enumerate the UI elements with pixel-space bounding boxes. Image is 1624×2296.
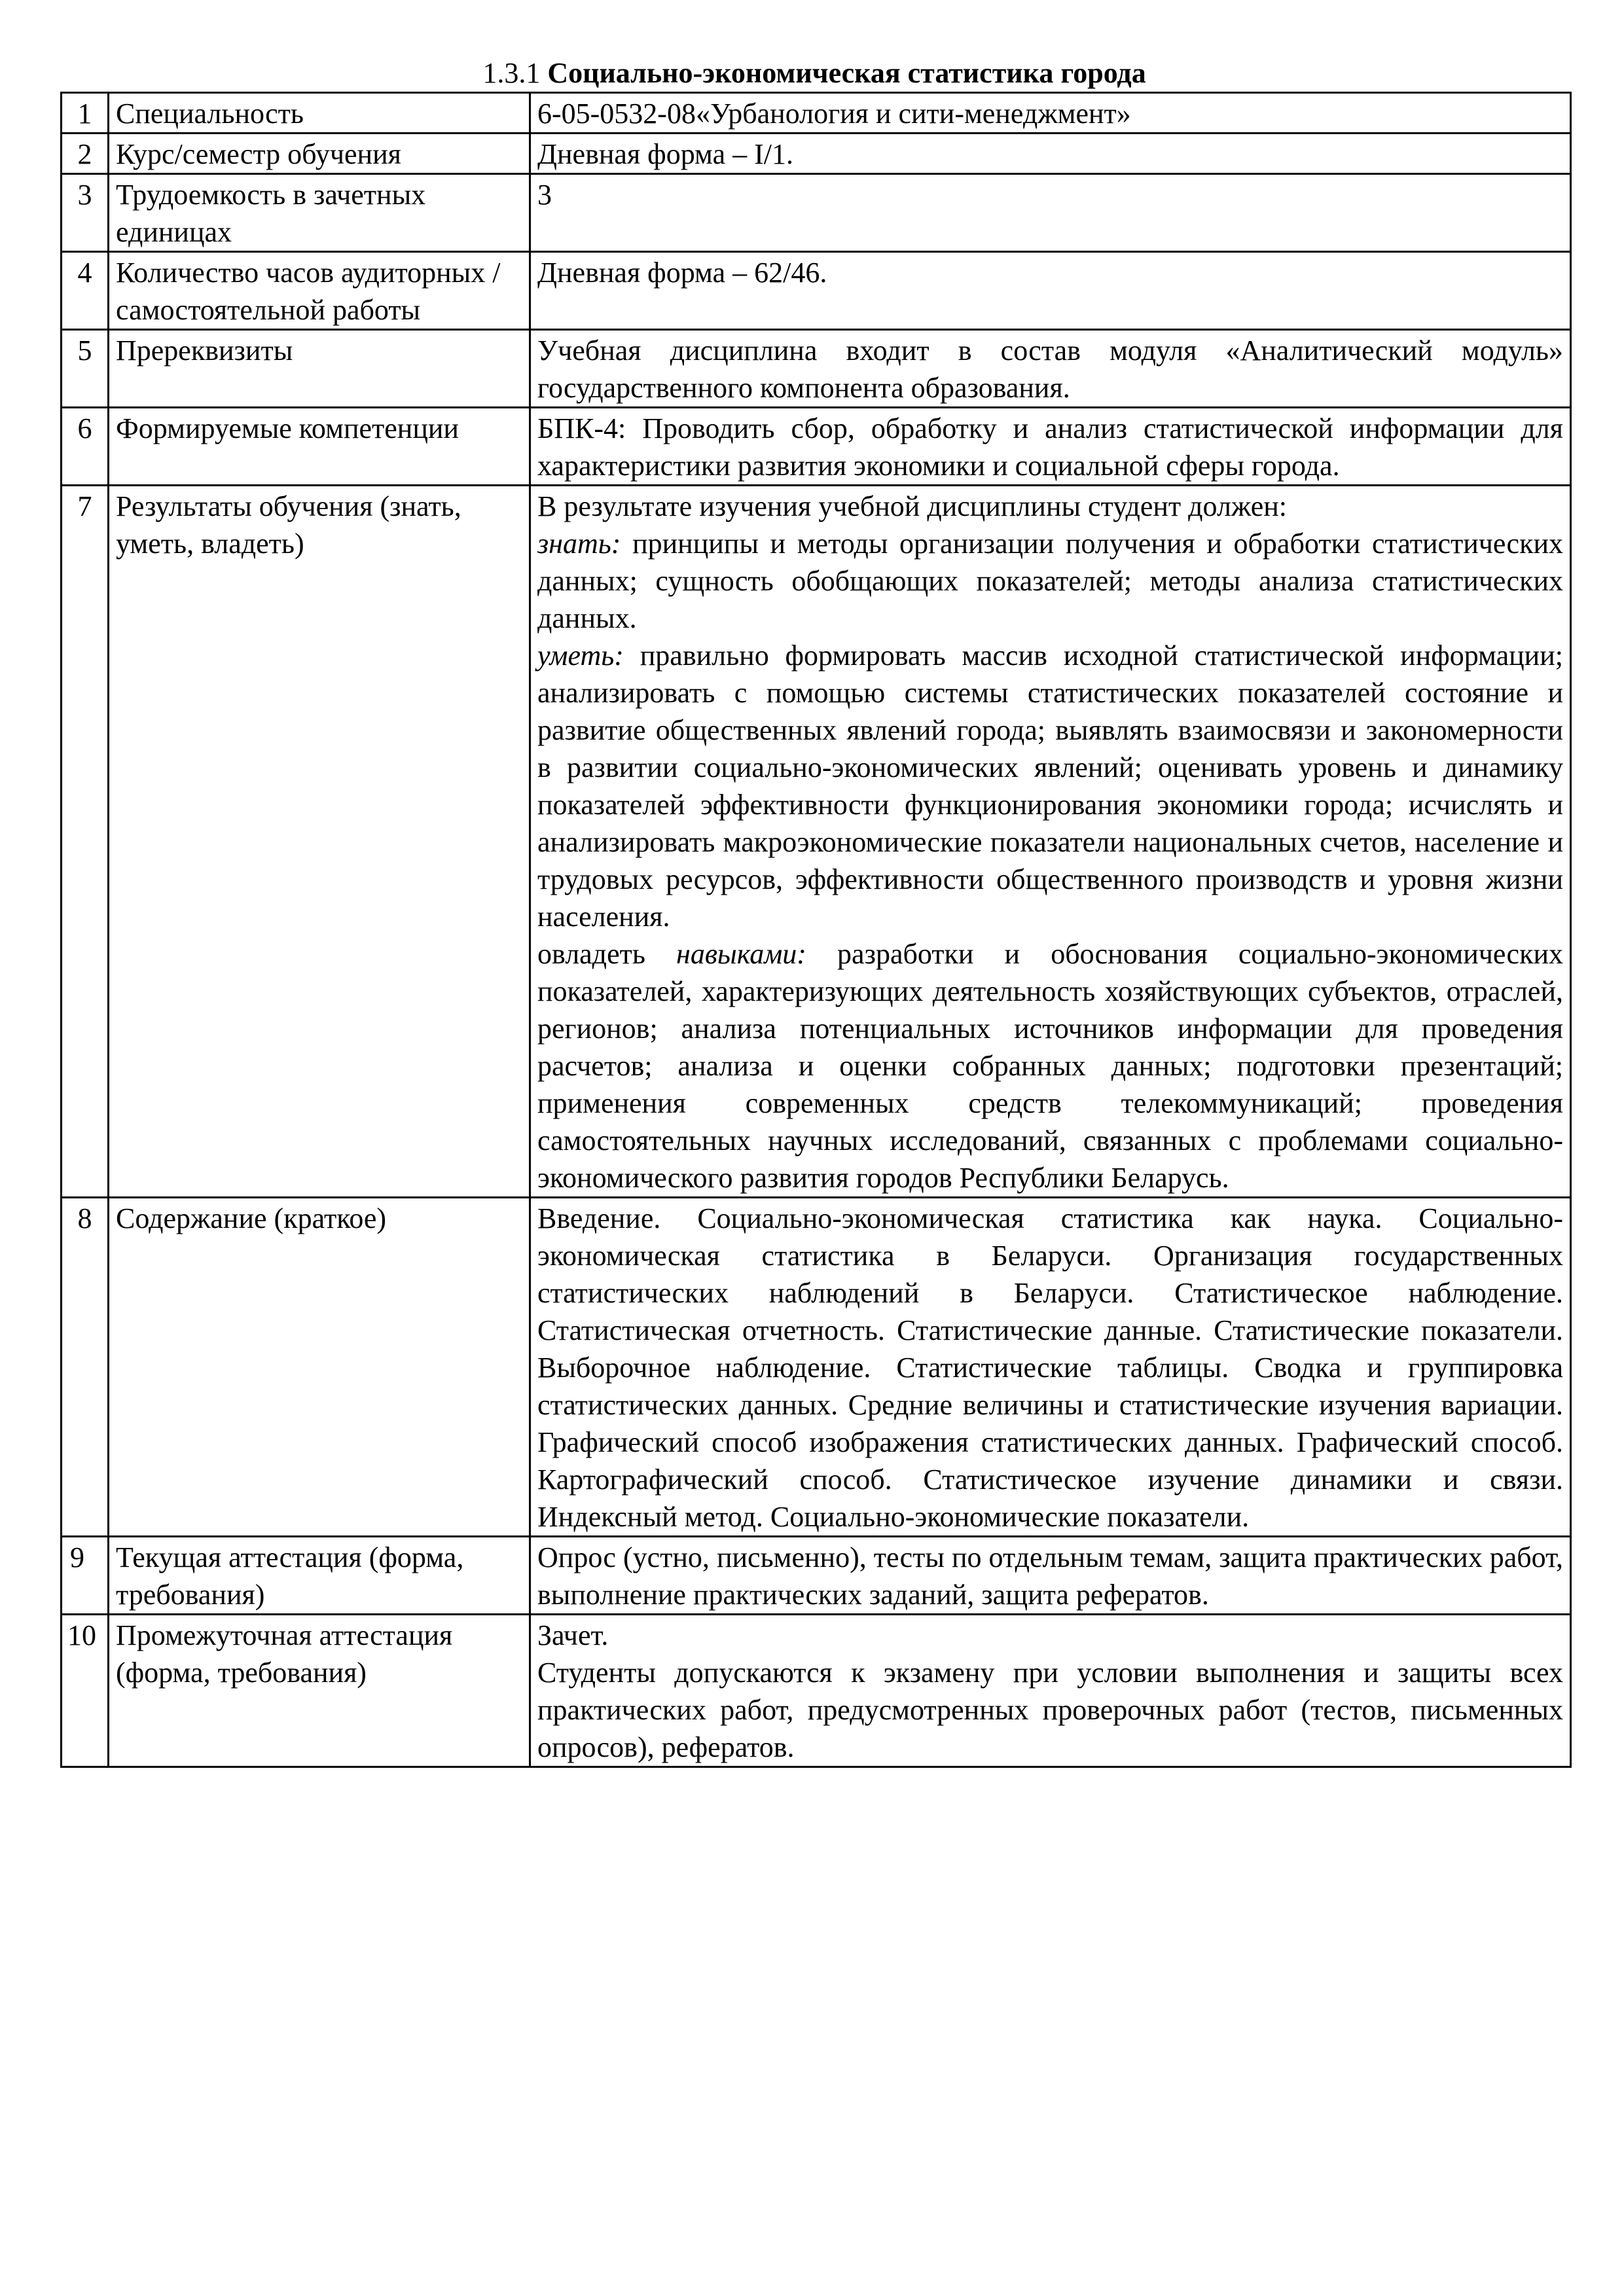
outcomes-know: [537, 525, 1563, 637]
row-number: 10: [62, 1615, 109, 1767]
own-text: разработки и обоснования социально-экономических показателей, характеризующих деятельность хозяйствующих субъектов, отраслей, регионов; анализа потенциальных источников информации для проведения расчетов; анализа и оценки собранных данных; подготовки презентаций; применения современных средств телекоммуникаций; проведения самостоятельных научных исследований, связанных с проблемами социально-экономического развития городов Республики Беларусь.: [537, 938, 1563, 1194]
row-number: 6: [62, 408, 109, 486]
row-label: Курс/семестр обучения: [109, 134, 530, 174]
table-row: [62, 330, 1571, 408]
table-row: [62, 486, 1571, 1198]
table-row: [62, 134, 1571, 174]
discipline-table: [60, 92, 1572, 1768]
row-number: 9: [62, 1537, 109, 1615]
own-label: навыками:: [676, 938, 806, 970]
row-number: 1: [62, 93, 109, 134]
row-label: Текущая аттестация (форма, требования): [109, 1537, 530, 1615]
row-label: Количество часов аудиторных / самостоятельной работы: [109, 252, 530, 330]
outcomes-own: [537, 935, 1563, 1196]
row-value: БПК-4: Проводить сбор, обработку и анализ статистической информации для характеристики развития экономики и социальной сферы города.: [530, 408, 1571, 486]
assessment-requirements: Студенты допускаются к экзамену при условии выполнения и защиты всех практических работ, предусмотренных проверочных работ (тестов, письменных опросов), рефератов.: [537, 1657, 1563, 1763]
know-text: принципы и методы организации получения и обработки статистических данных; сущность обобщающих показателей; методы анализа статистических данных.: [537, 528, 1563, 634]
table-row: [62, 93, 1571, 134]
table-row: [62, 1198, 1571, 1537]
row-value: Опрос (устно, письменно), тесты по отдельным темам, защита практических работ, выполнение практических заданий, защита рефератов.: [530, 1537, 1571, 1615]
row-value: Дневная форма – I/1.: [530, 134, 1571, 174]
row-number: 3: [62, 174, 109, 252]
assessment-type: Зачет.: [537, 1619, 609, 1651]
section-heading: [60, 55, 1568, 92]
row-label: Трудоемкость в зачетных единицах: [109, 174, 530, 252]
can-label: уметь:: [537, 639, 624, 672]
can-text: правильно формировать массив исходной статистической информации; анализировать с помощью системы статистических показателей состояние и развитие общественных явлений города; выявлять взаимосвязи и закономерности в развитии социально-экономических явлений; оценивать уровень и динамику показателей эффективности функционирования экономики города; исчислять и анализировать макроэкономические показатели национальных счетов, население и трудовых ресурсов, эффективности общественного производств и уровня жизни населения.: [537, 639, 1563, 933]
table-row: [62, 1537, 1571, 1615]
outcomes-intro: В результате изучения учебной дисциплины студент должен:: [537, 490, 1288, 522]
table-row: [62, 408, 1571, 486]
section-number: 1.3.1: [482, 57, 541, 89]
section-title: Социально-экономическая статистика города: [547, 57, 1146, 89]
row-number: 2: [62, 134, 109, 174]
row-label: Формируемые компетенции: [109, 408, 530, 486]
row-value: Введение. Социально-экономическая статистика как наука. Социально-экономическая статистика в Беларуси. Организация государственных статистических наблюдений в Беларуси. Статистическое наблюдение. Статистическая отчетность. Статистические данные. Статистические показатели. Выборочное наблюдение. Статистические таблицы. Сводка и группировка статистических данных. Средние величины и статистические изучения вариации. Графический способ изображения статистических данных. Графический способ. Картографический способ. Статистическое изучение динамики и связи. Индексный метод. Социально-экономические показатели.: [530, 1198, 1571, 1537]
row-value: 3: [530, 174, 1571, 252]
row-value: 6-05-0532-08«Урбанология и сити-менеджмент»: [530, 93, 1571, 134]
row-number: 8: [62, 1198, 109, 1537]
row-label: Пререквизиты: [109, 330, 530, 408]
table-row: [62, 1615, 1571, 1767]
row-number: 7: [62, 486, 109, 1198]
row-value: Учебная дисциплина входит в состав модуля «Аналитический модуль» государственного компонента образования.: [530, 330, 1571, 408]
row-label: Содержание (краткое): [109, 1198, 530, 1537]
know-label: знать:: [537, 528, 621, 560]
row-label: Специальность: [109, 93, 530, 134]
row-label: Результаты обучения (знать, уметь, владеть): [109, 486, 530, 1198]
row-label: Промежуточная аттестация (форма, требования): [109, 1615, 530, 1767]
own-prefix: овладеть: [537, 938, 676, 970]
outcomes-can: [537, 637, 1563, 935]
table-row: [62, 252, 1571, 330]
table-row: [62, 174, 1571, 252]
row-number: 4: [62, 252, 109, 330]
row-number: 5: [62, 330, 109, 408]
learning-outcomes: [530, 486, 1571, 1198]
row-value: [530, 1615, 1571, 1767]
row-value: Дневная форма – 62/46.: [530, 252, 1571, 330]
